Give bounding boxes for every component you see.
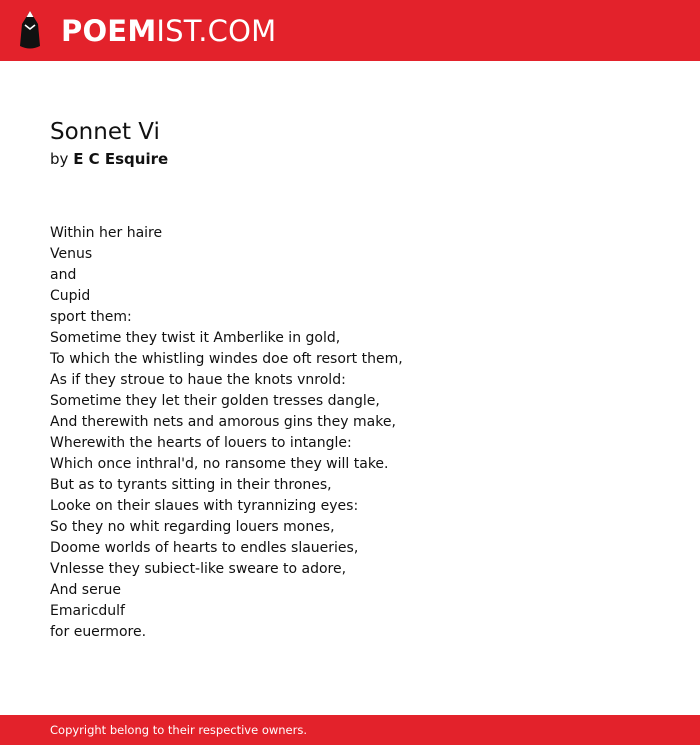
poem-line: Within her haire [50,225,163,241]
poem-line: And serue [50,582,121,598]
poem-line: Wherewith the hearts of louers to intangle: [50,435,352,451]
site-header [0,0,700,61]
site-footer [0,715,700,745]
poem-line: sport them: [50,309,132,325]
poem-line: Emaricdulf [50,603,125,619]
brand-bold-text: POEM [61,14,157,48]
pencil-logo-icon[interactable] [18,10,42,51]
poem-line: Sometime they twist it Amberlike in gold, [50,330,341,346]
poem-title: Sonnet Vi [50,119,160,145]
poem-line: Cupid [50,288,91,304]
poem-line: Doome worlds of hearts to endles slaueries, [50,540,359,556]
poem-line: So they no whit regarding louers mones, [50,519,335,535]
poem-line: As if they stroue to haue the knots vnrold: [50,372,346,388]
poem-line: Vnlesse they subiect-like sweare to adore, [50,561,347,577]
poem-line: To which the whistling windes doe oft resort them, [50,351,403,367]
poem-body [50,223,650,643]
poem-line: Sometime they let their golden tresses dangle, [50,393,380,409]
copyright-text: Copyright belong to their respective owners. [50,723,308,737]
poem-line: for euermore. [50,624,147,640]
author-name: E C Esquire [73,150,169,168]
poem-line: But as to tyrants sitting in their thrones, [50,477,332,493]
poem-line: Which once inthral'd, no ransome they will take. [50,456,389,472]
poem-line: Venus [50,246,93,262]
poem-content [50,118,650,643]
poem-line: Looke on their slaues with tyrannizing eyes: [50,498,359,514]
poem-line: and [50,267,77,283]
poem-line: And therewith nets and amorous gins they make, [50,414,396,430]
by-label: by [50,150,69,168]
poem-byline [50,147,650,171]
brand-light-text: IST.COM [156,14,277,48]
site-logo-link[interactable] [61,13,276,49]
